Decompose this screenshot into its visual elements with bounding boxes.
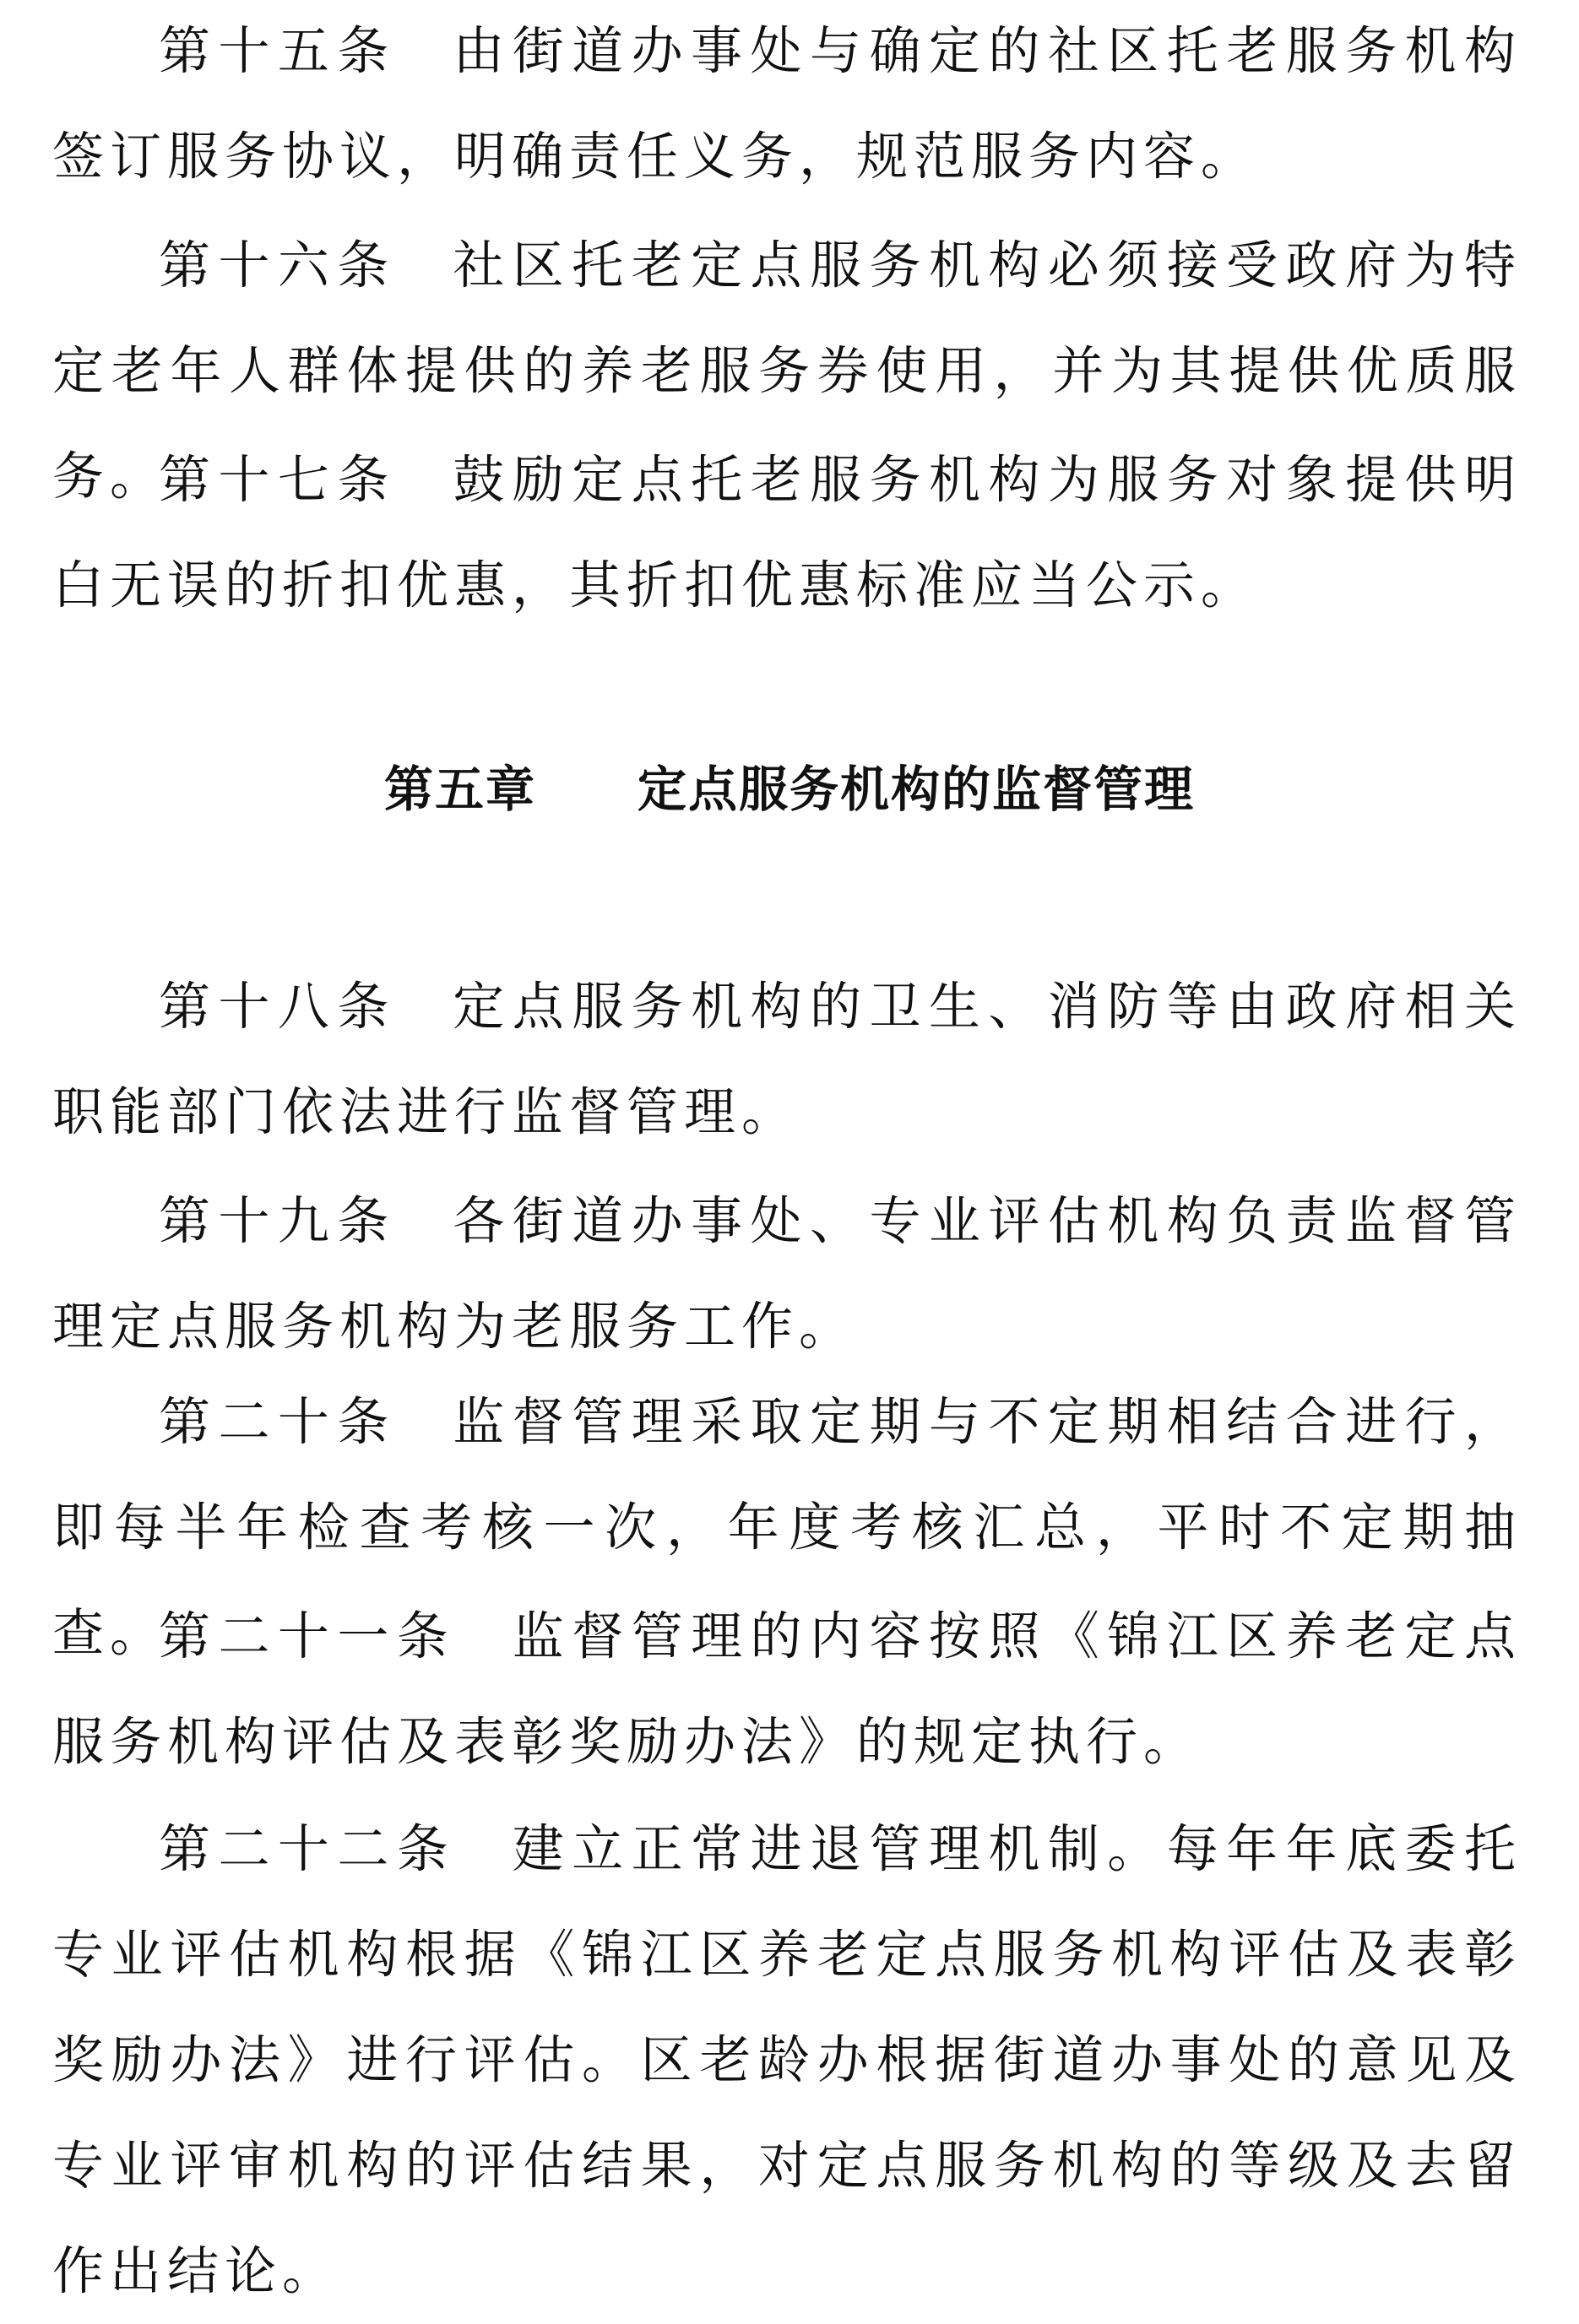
article-text: 鼓励定点托老服务机构为服务对象提供明白无误的折扣优惠，其折扣优惠标准应当公示。	[52, 450, 1522, 615]
article-number: 第十八条	[159, 977, 397, 1037]
article-15	[52, 0, 1522, 209]
article-text: 监督管理采取定期与不定期相结合进行，即每半年检查考核一次，年度考核汇总，平时不定期抽查。	[52, 1392, 1522, 1663]
article-number: 第二十二条	[159, 1819, 457, 1879]
article-text: 定点服务机构的卫生、消防等由政府相关职能部门依法进行监督管理。	[52, 977, 1522, 1142]
chapter-title: 定点服务机构的监督管理	[638, 761, 1196, 818]
article-text: 社区托老定点服务机构必须接受政府为特定老年人群体提供的养老服务券使用，并为其提供优质服务。	[52, 236, 1522, 507]
article-text: 建立正常进退管理机制。每年年底委托专业评估机构根据《锦江区养老定点服务机构评估及表彰奖励办法》进行评估。区老龄办根据街道办事处的意见及专业评审机构的评估结果，对定点服务机构的等级及去留作出结论。	[52, 1819, 1522, 2301]
article-text: 监督管理的内容按照《锦江区养老定点服务机构评估及表彰奖励办法》的规定执行。	[52, 1606, 1522, 1772]
article-18	[52, 954, 1522, 1165]
article-number: 第二十条	[159, 1392, 397, 1452]
article-number: 第十六条	[159, 236, 397, 295]
article-17	[52, 427, 1522, 638]
article-19	[52, 1168, 1522, 1379]
chapter-heading	[0, 751, 1579, 827]
article-text: 各街道办事处、专业评估机构负责监督管理定点服务机构为老服务工作。	[52, 1191, 1522, 1357]
article-number: 第十九条	[159, 1191, 397, 1251]
article-number: 第十五条	[159, 21, 397, 81]
chapter-number: 第五章	[383, 761, 536, 818]
article-21	[52, 1584, 1522, 1795]
article-number: 第十七条	[159, 450, 397, 510]
article-number: 第二十一条	[159, 1606, 457, 1666]
article-22	[52, 1796, 1522, 2324]
article-text: 由街道办事处与确定的社区托老服务机构签订服务协议，明确责任义务，规范服务内容。	[52, 21, 1522, 187]
